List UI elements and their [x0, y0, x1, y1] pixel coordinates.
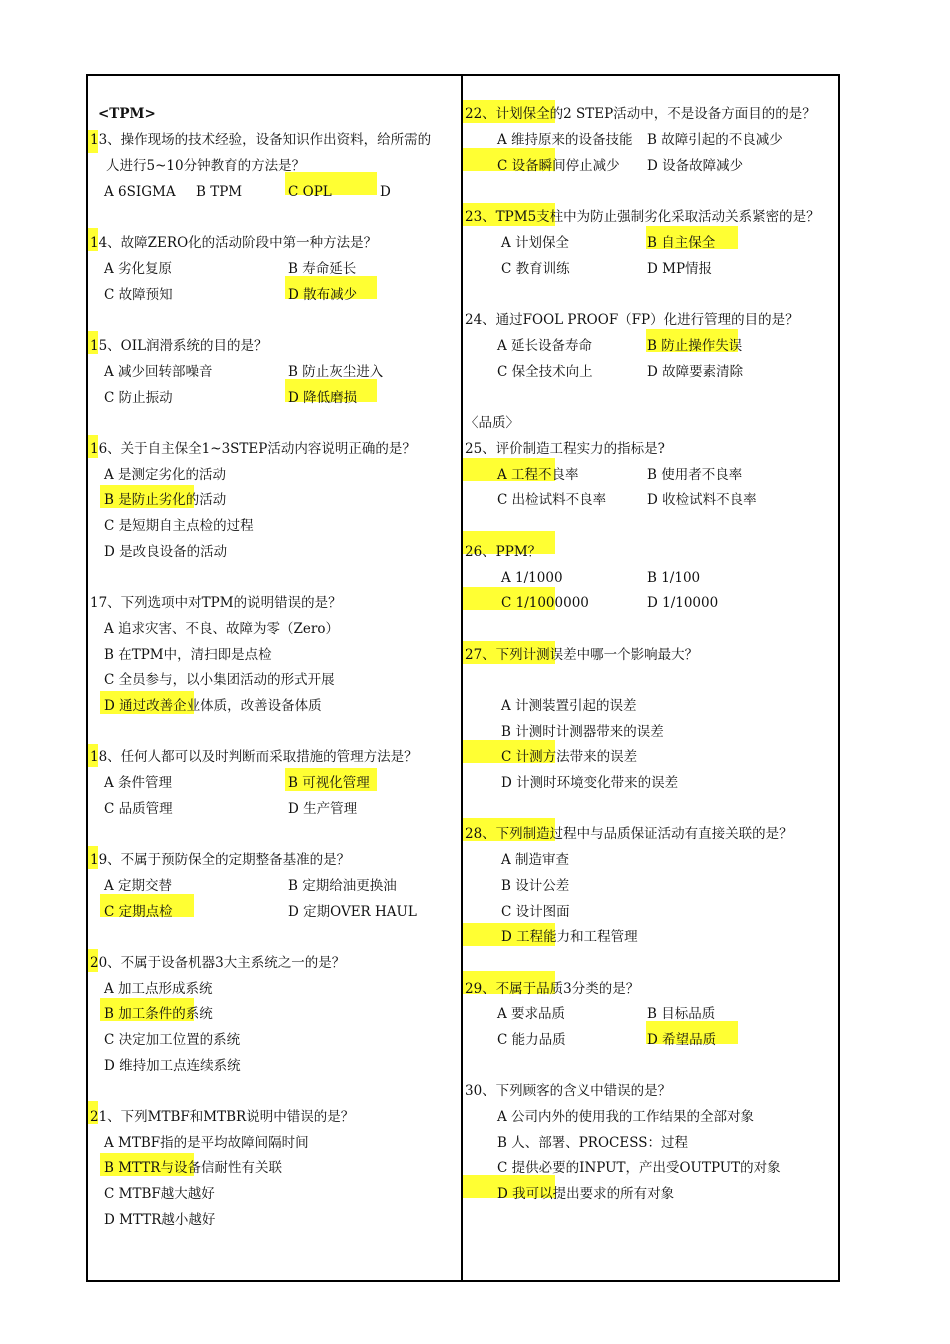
q16-option-d: D 是改良设备的活动 [104, 544, 228, 560]
q19-option-a: A 定期交替 [104, 878, 173, 894]
q13-option-b: B TPM [196, 184, 243, 200]
q15-option-c: C 防止振动 [104, 390, 173, 406]
q16-option-c: C 是短期自主点检的过程 [104, 518, 254, 534]
q14-option-d: D 散布减少 [288, 287, 358, 303]
question-30: 30、下列顾客的含义中错误的是？ [465, 1083, 672, 1099]
q29-option-c: C 能力品质 [497, 1032, 566, 1048]
q15-option-a: A 减少回转部噪音 [104, 364, 213, 380]
q21-option-b: B MTTR与设备信耐性有关联 [104, 1160, 282, 1176]
exam-sheet [86, 74, 840, 1282]
q29-option-d: D 希望品质 [647, 1032, 717, 1048]
q30-option-a: A 公司内外的使用我的工作结果的全部对象 [497, 1109, 755, 1125]
q13-option-a: A 6SIGMA [104, 184, 176, 200]
q27-option-b: B 计测时计测器带来的误差 [501, 724, 664, 740]
q27-option-d: D 计测时环境变化带来的误差 [501, 775, 679, 791]
question-20: 20、不属于设备机器3大主系统之一的是？ [90, 955, 346, 971]
q26-option-b: B 1/100 [647, 570, 701, 586]
question-27: 27、下列计测误差中哪一个影响最大？ [465, 647, 699, 663]
q14-option-c: C 故障预知 [104, 287, 173, 303]
q20-option-a: A 加工点形成系统 [104, 981, 213, 997]
question-13-line1: 13、操作现场的技术经验，设备知识作出资料，给所需的 [90, 132, 432, 148]
q20-option-d: D 维持加工点连续系统 [104, 1058, 241, 1074]
q18-option-c: C 品质管理 [104, 801, 173, 817]
q24-option-b: B 防止操作失误 [647, 338, 743, 354]
q13-option-d: D [380, 184, 391, 200]
q23-option-b: B 自主保全 [647, 235, 716, 251]
q26-option-c: C 1/1000000 [501, 595, 589, 611]
q20-option-c: C 决定加工位置的系统 [104, 1032, 241, 1048]
q28-option-b: B 设计公差 [501, 878, 570, 894]
q19-option-c: C 定期点检 [104, 904, 173, 920]
section-title-tpm: <TPM> [98, 106, 156, 122]
q26-option-d: D 1/10000 [647, 595, 719, 611]
q22-option-d: D 设备故障减少 [647, 158, 744, 174]
question-25: 25、评价制造工程实力的指标是? [465, 441, 665, 457]
q30-option-d: D 我可以提出要求的所有对象 [497, 1186, 675, 1202]
q25-option-a: A 工程不良率 [497, 467, 579, 483]
q18-option-d: D 生产管理 [288, 801, 358, 817]
question-18: 18、任何人都可以及时判断而采取措施的管理方法是？ [90, 749, 418, 765]
q22-option-c: C 设备瞬间停止减少 [497, 158, 620, 174]
q21-option-a: A MTBF指的是平均故障间隔时间 [104, 1135, 309, 1151]
question-16: 16、关于自主保全1~3STEP活动内容说明正确的是？ [90, 441, 416, 457]
q25-option-b: B 使用者不良率 [647, 467, 743, 483]
q29-option-b: B 目标品质 [647, 1006, 716, 1022]
q17-option-c: C 全员参与，以小集团活动的形式开展 [104, 672, 335, 688]
q28-option-c: C 设计图面 [501, 904, 570, 920]
question-21: 21、下列MTBF和MTBR说明中错误的是？ [90, 1109, 355, 1125]
q22-option-b: B 故障引起的不良减少 [647, 132, 783, 148]
q26-option-a: A 1/1000 [501, 570, 563, 586]
question-17: 17、下列选项中对TPM的说明错误的是？ [90, 595, 342, 611]
q17-option-b: B 在TPM中，清扫即是点检 [104, 647, 272, 663]
q22-option-a: A 维持原来的设备技能 [497, 132, 633, 148]
q23-option-a: A 计划保全 [501, 235, 570, 251]
q16-option-a: A 是测定劣化的活动 [104, 467, 227, 483]
q17-option-a: A 追求灾害、不良、故障为零（Zero） [104, 621, 339, 637]
q14-option-a: A 劣化复原 [104, 261, 173, 277]
q20-option-b: B 加工条件的系统 [104, 1006, 213, 1022]
q15-option-d: D 降低磨损 [288, 390, 358, 406]
q18-option-b: B 可视化管理 [288, 775, 370, 791]
q17-option-d: D 通过改善企业体质，改善设备体质 [104, 698, 322, 714]
q25-option-c: C 出检试料不良率 [497, 492, 607, 508]
question-13-line2: 人进行5~10分钟教育的方法是？ [106, 158, 306, 174]
q24-option-d: D 故障要素清除 [647, 364, 744, 380]
q25-option-d: D 收检试料不良率 [647, 492, 757, 508]
question-15: 15、OIL润滑系统的目的是？ [90, 338, 268, 354]
q13-option-c: C OPL [288, 184, 332, 200]
question-24: 24、通过FOOL PROOF（FP）化进行管理的目的是？ [465, 312, 799, 328]
q28-option-d: D 工程能力和工程管理 [501, 929, 638, 945]
question-22: 22、计划保全的2 STEP活动中，不是设备方面目的的是？ [465, 106, 816, 122]
q18-option-a: A 条件管理 [104, 775, 173, 791]
q19-option-d: D 定期OVER HAUL [288, 904, 417, 920]
section-title-quality: 〈品质〉 [465, 415, 519, 431]
q30-option-c: C 提供必要的INPUT，产出受OUTPUT的对象 [497, 1160, 781, 1176]
question-19: 19、不属于预防保全的定期整备基准的是？ [90, 852, 351, 868]
q16-option-b: B 是防止劣化的活动 [104, 492, 227, 508]
q27-option-c: C 计测方法带来的误差 [501, 749, 638, 765]
q29-option-a: A 要求品质 [497, 1006, 566, 1022]
q24-option-c: C 保全技术向上 [497, 364, 593, 380]
q21-option-c: C MTBF越大越好 [104, 1186, 215, 1202]
question-26: 26、PPM？ [465, 544, 542, 560]
q15-option-b: B 防止灰尘进入 [288, 364, 384, 380]
column-divider [461, 76, 463, 1280]
q19-option-b: B 定期给油更换油 [288, 878, 397, 894]
q24-option-a: A 延长设备寿命 [497, 338, 593, 354]
q30-option-b: B 人、部署、PROCESS：过程 [497, 1135, 688, 1151]
q23-option-d: D MP情报 [647, 261, 713, 277]
question-29: 29、不属于品质3分类的是？ [465, 981, 640, 997]
question-14: 14、故障ZERO化的活动阶段中第一种方法是？ [90, 235, 378, 251]
q14-option-b: B 寿命延长 [288, 261, 357, 277]
q28-option-a: A 制造审查 [501, 852, 570, 868]
question-28: 28、下列制造过程中与品质保证活动有直接关联的是？ [465, 826, 793, 842]
q21-option-d: D MTTR越小越好 [104, 1212, 216, 1228]
question-23: 23、TPM5支柱中为防止强制劣化采取活动关系紧密的是？ [465, 209, 820, 225]
q27-option-a: A 计测装置引起的误差 [501, 698, 637, 714]
q23-option-c: C 教育训练 [501, 261, 570, 277]
